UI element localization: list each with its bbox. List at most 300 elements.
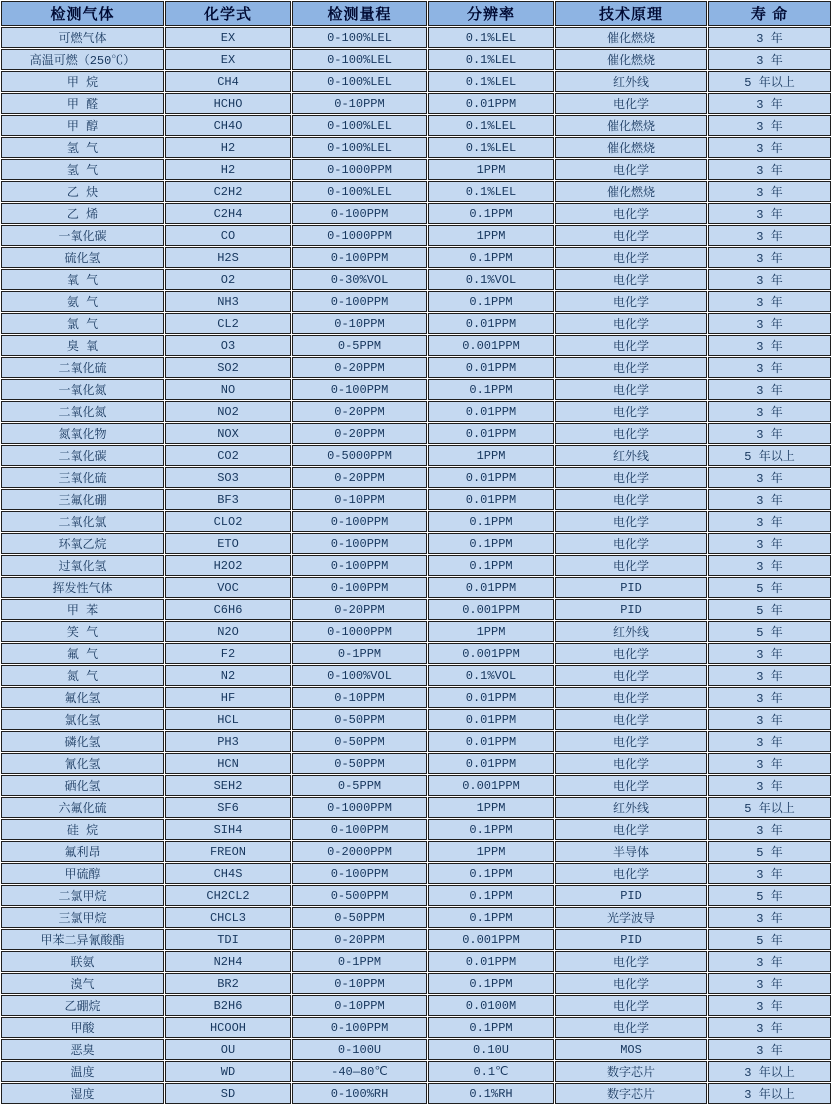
formula-cell: CL2 [165, 313, 291, 334]
principle-cell: 电化学 [555, 335, 707, 356]
range-cell: 0-5PPM [292, 775, 427, 796]
gas-name-cell: 氰化氢 [1, 753, 164, 774]
principle-cell: 电化学 [555, 225, 707, 246]
table-row [1, 137, 831, 158]
lifespan-cell: 3 年 [708, 1017, 831, 1038]
gas-name-cell: 氢 气 [1, 137, 164, 158]
table-row [1, 401, 831, 422]
formula-cell: TDI [165, 929, 291, 950]
resolution-cell: 0.1%LEL [428, 115, 554, 136]
lifespan-cell: 3 年 [708, 973, 831, 994]
column-header-formula: 化学式 [165, 1, 291, 26]
formula-cell: H2S [165, 247, 291, 268]
principle-cell: 半导体 [555, 841, 707, 862]
gas-name-cell: 联氨 [1, 951, 164, 972]
resolution-cell: 1PPM [428, 797, 554, 818]
lifespan-cell: 3 年 [708, 247, 831, 268]
range-cell: 0-100PPM [292, 203, 427, 224]
gas-name-cell: 乙硼烷 [1, 995, 164, 1016]
resolution-cell: 0.1PPM [428, 203, 554, 224]
lifespan-cell: 5 年以上 [708, 71, 831, 92]
lifespan-cell: 3 年 [708, 379, 831, 400]
principle-cell: 数字芯片 [555, 1061, 707, 1082]
table-row [1, 357, 831, 378]
lifespan-cell: 3 年 [708, 951, 831, 972]
range-cell: 0-1PPM [292, 951, 427, 972]
column-header-gas: 检测气体 [1, 1, 164, 26]
lifespan-cell: 3 年 [708, 709, 831, 730]
principle-cell: 电化学 [555, 687, 707, 708]
table-row [1, 995, 831, 1016]
table-row [1, 665, 831, 686]
resolution-cell: 1PPM [428, 621, 554, 642]
lifespan-cell: 3 年 [708, 423, 831, 444]
range-cell: 0-1000PPM [292, 159, 427, 180]
formula-cell: SO3 [165, 467, 291, 488]
resolution-cell: 1PPM [428, 445, 554, 466]
gas-name-cell: 二氯甲烷 [1, 885, 164, 906]
formula-cell: HCN [165, 753, 291, 774]
gas-name-cell: 三氯甲烷 [1, 907, 164, 928]
gas-name-cell: 二氧化硫 [1, 357, 164, 378]
principle-cell: 电化学 [555, 401, 707, 422]
gas-name-cell: 温度 [1, 1061, 164, 1082]
range-cell: 0-20PPM [292, 423, 427, 444]
principle-cell: 红外线 [555, 621, 707, 642]
range-cell: 0-50PPM [292, 709, 427, 730]
lifespan-cell: 3 年 [708, 555, 831, 576]
gas-name-cell: 二氧化氯 [1, 511, 164, 532]
range-cell: 0-100%LEL [292, 71, 427, 92]
gas-name-cell: 乙 烯 [1, 203, 164, 224]
gas-name-cell: 六氟化硫 [1, 797, 164, 818]
lifespan-cell: 3 年 [708, 533, 831, 554]
resolution-cell: 0.1%LEL [428, 137, 554, 158]
principle-cell: 电化学 [555, 291, 707, 312]
range-cell: 0-20PPM [292, 357, 427, 378]
lifespan-cell: 5 年 [708, 577, 831, 598]
lifespan-cell: 3 年 [708, 181, 831, 202]
resolution-cell: 0.01PPM [428, 687, 554, 708]
resolution-cell: 0.1PPM [428, 291, 554, 312]
table-row [1, 181, 831, 202]
gas-name-cell: 甲 醇 [1, 115, 164, 136]
range-cell: 0-100PPM [292, 533, 427, 554]
lifespan-cell: 3 年 [708, 907, 831, 928]
gas-name-cell: 臭 氧 [1, 335, 164, 356]
formula-cell: NO [165, 379, 291, 400]
table-row [1, 599, 831, 620]
table-row [1, 93, 831, 114]
principle-cell: 红外线 [555, 71, 707, 92]
range-cell: 0-30%VOL [292, 269, 427, 290]
formula-cell: FREON [165, 841, 291, 862]
gas-name-cell: 恶臭 [1, 1039, 164, 1060]
formula-cell: B2H6 [165, 995, 291, 1016]
lifespan-cell: 5 年 [708, 885, 831, 906]
resolution-cell: 0.01PPM [428, 709, 554, 730]
resolution-cell: 0.01PPM [428, 313, 554, 334]
principle-cell: 电化学 [555, 863, 707, 884]
formula-cell: N2H4 [165, 951, 291, 972]
principle-cell: 电化学 [555, 731, 707, 752]
formula-cell: H2 [165, 137, 291, 158]
resolution-cell: 0.1%VOL [428, 269, 554, 290]
formula-cell: C6H6 [165, 599, 291, 620]
formula-cell: O2 [165, 269, 291, 290]
resolution-cell: 0.01PPM [428, 423, 554, 444]
gas-name-cell: 甲 醛 [1, 93, 164, 114]
lifespan-cell: 3 年 [708, 665, 831, 686]
formula-cell: NH3 [165, 291, 291, 312]
range-cell: 0-20PPM [292, 467, 427, 488]
gas-name-cell: 挥发性气体 [1, 577, 164, 598]
range-cell: 0-20PPM [292, 401, 427, 422]
gas-name-cell: 湿度 [1, 1083, 164, 1104]
resolution-cell: 0.1PPM [428, 555, 554, 576]
lifespan-cell: 3 年 [708, 687, 831, 708]
gas-name-cell: 氟利昂 [1, 841, 164, 862]
resolution-cell: 0.1%LEL [428, 71, 554, 92]
lifespan-cell: 5 年以上 [708, 797, 831, 818]
formula-cell: N2 [165, 665, 291, 686]
table-row [1, 863, 831, 884]
formula-cell: ETO [165, 533, 291, 554]
lifespan-cell: 3 年 [708, 489, 831, 510]
lifespan-cell: 3 年 [708, 291, 831, 312]
resolution-cell: 0.1PPM [428, 1017, 554, 1038]
principle-cell: PID [555, 929, 707, 950]
lifespan-cell: 3 年 [708, 819, 831, 840]
gas-name-cell: 二氧化氮 [1, 401, 164, 422]
table-row [1, 929, 831, 950]
resolution-cell: 0.01PPM [428, 401, 554, 422]
resolution-cell: 0.01PPM [428, 731, 554, 752]
principle-cell: 电化学 [555, 533, 707, 554]
column-header-resolution: 分辨率 [428, 1, 554, 26]
range-cell: 0-100U [292, 1039, 427, 1060]
formula-cell: CLO2 [165, 511, 291, 532]
principle-cell: 数字芯片 [555, 1083, 707, 1104]
table-row [1, 489, 831, 510]
range-cell: 0-100%LEL [292, 115, 427, 136]
principle-cell: PID [555, 577, 707, 598]
principle-cell: 电化学 [555, 511, 707, 532]
range-cell: 0-100PPM [292, 291, 427, 312]
lifespan-cell: 3 年以上 [708, 1083, 831, 1104]
table-row [1, 335, 831, 356]
formula-cell: EX [165, 27, 291, 48]
formula-cell: F2 [165, 643, 291, 664]
gas-name-cell: 过氧化氢 [1, 555, 164, 576]
range-cell: 0-2000PPM [292, 841, 427, 862]
formula-cell: CO2 [165, 445, 291, 466]
column-header-range: 检测量程 [292, 1, 427, 26]
range-cell: 0-100PPM [292, 511, 427, 532]
table-row [1, 687, 831, 708]
range-cell: 0-100%VOL [292, 665, 427, 686]
principle-cell: 电化学 [555, 819, 707, 840]
range-cell: 0-50PPM [292, 753, 427, 774]
resolution-cell: 0.1%RH [428, 1083, 554, 1104]
gas-name-cell: 硅 烷 [1, 819, 164, 840]
resolution-cell: 1PPM [428, 841, 554, 862]
table-row [1, 731, 831, 752]
lifespan-cell: 3 年 [708, 775, 831, 796]
principle-cell: 电化学 [555, 313, 707, 334]
resolution-cell: 0.01PPM [428, 951, 554, 972]
resolution-cell: 0.01PPM [428, 467, 554, 488]
range-cell: 0-5PPM [292, 335, 427, 356]
range-cell: 0-500PPM [292, 885, 427, 906]
table-body [1, 27, 831, 1104]
table-row [1, 71, 831, 92]
range-cell: 0-100PPM [292, 555, 427, 576]
lifespan-cell: 3 年 [708, 115, 831, 136]
gas-name-cell: 三氟化硼 [1, 489, 164, 510]
gas-name-cell: 甲 烷 [1, 71, 164, 92]
formula-cell: CH2CL2 [165, 885, 291, 906]
gas-name-cell: 溴气 [1, 973, 164, 994]
lifespan-cell: 3 年 [708, 335, 831, 356]
gas-name-cell: 氟 气 [1, 643, 164, 664]
lifespan-cell: 5 年 [708, 841, 831, 862]
formula-cell: HCL [165, 709, 291, 730]
gas-name-cell: 一氧化氮 [1, 379, 164, 400]
lifespan-cell: 3 年 [708, 93, 831, 114]
gas-name-cell: 笑 气 [1, 621, 164, 642]
principle-cell: 电化学 [555, 423, 707, 444]
principle-cell: 电化学 [555, 775, 707, 796]
principle-cell: PID [555, 599, 707, 620]
range-cell: 0-5000PPM [292, 445, 427, 466]
formula-cell: EX [165, 49, 291, 70]
range-cell: 0-10PPM [292, 93, 427, 114]
range-cell: -40—80℃ [292, 1061, 427, 1082]
lifespan-cell: 3 年 [708, 643, 831, 664]
resolution-cell: 0.01PPM [428, 357, 554, 378]
range-cell: 0-1000PPM [292, 225, 427, 246]
lifespan-cell: 3 年 [708, 49, 831, 70]
gas-name-cell: 二氧化碳 [1, 445, 164, 466]
principle-cell: 电化学 [555, 467, 707, 488]
table-row [1, 533, 831, 554]
range-cell: 0-100%LEL [292, 181, 427, 202]
gas-name-cell: 氯化氢 [1, 709, 164, 730]
table-row [1, 555, 831, 576]
lifespan-cell: 3 年 [708, 511, 831, 532]
formula-cell: O3 [165, 335, 291, 356]
resolution-cell: 0.001PPM [428, 335, 554, 356]
formula-cell: H2O2 [165, 555, 291, 576]
principle-cell: 电化学 [555, 379, 707, 400]
gas-name-cell: 氮氧化物 [1, 423, 164, 444]
table-row [1, 1061, 831, 1082]
gas-name-cell: 氨 气 [1, 291, 164, 312]
lifespan-cell: 3 年 [708, 467, 831, 488]
gas-name-cell: 甲硫醇 [1, 863, 164, 884]
range-cell: 0-1000PPM [292, 621, 427, 642]
formula-cell: SO2 [165, 357, 291, 378]
resolution-cell: 0.01PPM [428, 489, 554, 510]
range-cell: 0-100PPM [292, 863, 427, 884]
table-row [1, 291, 831, 312]
principle-cell: PID [555, 885, 707, 906]
table-row [1, 885, 831, 906]
resolution-cell: 0.001PPM [428, 643, 554, 664]
gas-name-cell: 氯 气 [1, 313, 164, 334]
resolution-cell: 0.1%LEL [428, 181, 554, 202]
principle-cell: 电化学 [555, 489, 707, 510]
range-cell: 0-100%LEL [292, 49, 427, 70]
resolution-cell: 0.1PPM [428, 885, 554, 906]
gas-name-cell: 三氧化硫 [1, 467, 164, 488]
formula-cell: HCHO [165, 93, 291, 114]
lifespan-cell: 5 年以上 [708, 445, 831, 466]
principle-cell: 电化学 [555, 93, 707, 114]
principle-cell: 电化学 [555, 203, 707, 224]
formula-cell: SEH2 [165, 775, 291, 796]
lifespan-cell: 3 年 [708, 137, 831, 158]
column-header-lifespan: 寿 命 [708, 1, 831, 26]
resolution-cell: 0.1PPM [428, 247, 554, 268]
resolution-cell: 0.1PPM [428, 511, 554, 532]
principle-cell: 催化燃烧 [555, 49, 707, 70]
gas-name-cell: 氮 气 [1, 665, 164, 686]
principle-cell: 催化燃烧 [555, 137, 707, 158]
range-cell: 0-100PPM [292, 379, 427, 400]
formula-cell: SD [165, 1083, 291, 1104]
principle-cell: 电化学 [555, 753, 707, 774]
formula-cell: OU [165, 1039, 291, 1060]
principle-cell: 电化学 [555, 643, 707, 664]
resolution-cell: 0.001PPM [428, 775, 554, 796]
range-cell: 0-100%LEL [292, 137, 427, 158]
table-row [1, 819, 831, 840]
gas-name-cell: 氟化氢 [1, 687, 164, 708]
table-row [1, 951, 831, 972]
formula-cell: SIH4 [165, 819, 291, 840]
resolution-cell: 1PPM [428, 225, 554, 246]
resolution-cell: 0.001PPM [428, 929, 554, 950]
lifespan-cell: 3 年 [708, 863, 831, 884]
lifespan-cell: 3 年 [708, 27, 831, 48]
resolution-cell: 0.1PPM [428, 819, 554, 840]
formula-cell: C2H2 [165, 181, 291, 202]
range-cell: 0-100PPM [292, 1017, 427, 1038]
resolution-cell: 0.1℃ [428, 1061, 554, 1082]
principle-cell: 电化学 [555, 951, 707, 972]
lifespan-cell: 3 年 [708, 357, 831, 378]
formula-cell: CO [165, 225, 291, 246]
range-cell: 0-10PPM [292, 973, 427, 994]
range-cell: 0-10PPM [292, 687, 427, 708]
formula-cell: CH4S [165, 863, 291, 884]
gas-name-cell: 一氧化碳 [1, 225, 164, 246]
principle-cell: 电化学 [555, 995, 707, 1016]
range-cell: 0-100%LEL [292, 27, 427, 48]
resolution-cell: 0.0100M [428, 995, 554, 1016]
principle-cell: 光学波导 [555, 907, 707, 928]
range-cell: 0-10PPM [292, 995, 427, 1016]
range-cell: 0-50PPM [292, 907, 427, 928]
table-row [1, 313, 831, 334]
formula-cell: HF [165, 687, 291, 708]
table-row [1, 621, 831, 642]
range-cell: 0-10PPM [292, 313, 427, 334]
principle-cell: 电化学 [555, 159, 707, 180]
resolution-cell: 0.1%VOL [428, 665, 554, 686]
table-row [1, 577, 831, 598]
table-row [1, 203, 831, 224]
gas-name-cell: 甲苯二异氰酸酯 [1, 929, 164, 950]
table-row [1, 115, 831, 136]
principle-cell: 催化燃烧 [555, 181, 707, 202]
header-row [1, 1, 831, 26]
range-cell: 0-50PPM [292, 731, 427, 752]
table-row [1, 1017, 831, 1038]
formula-cell: C2H4 [165, 203, 291, 224]
gas-name-cell: 氢 气 [1, 159, 164, 180]
lifespan-cell: 3 年 [708, 401, 831, 422]
formula-cell: CHCL3 [165, 907, 291, 928]
resolution-cell: 1PPM [428, 159, 554, 180]
table-row [1, 423, 831, 444]
resolution-cell: 0.1PPM [428, 973, 554, 994]
table-row [1, 1083, 831, 1104]
gas-name-cell: 可燃气体 [1, 27, 164, 48]
table-row [1, 797, 831, 818]
table-row [1, 27, 831, 48]
range-cell: 0-100%RH [292, 1083, 427, 1104]
formula-cell: CH4O [165, 115, 291, 136]
principle-cell: 催化燃烧 [555, 27, 707, 48]
range-cell: 0-20PPM [292, 599, 427, 620]
range-cell: 0-1PPM [292, 643, 427, 664]
table-row [1, 775, 831, 796]
principle-cell: 红外线 [555, 445, 707, 466]
formula-cell: H2 [165, 159, 291, 180]
lifespan-cell: 3 年 [708, 1039, 831, 1060]
formula-cell: BF3 [165, 489, 291, 510]
lifespan-cell: 5 年 [708, 599, 831, 620]
formula-cell: NO2 [165, 401, 291, 422]
principle-cell: 电化学 [555, 269, 707, 290]
table-row [1, 973, 831, 994]
range-cell: 0-10PPM [292, 489, 427, 510]
formula-cell: BR2 [165, 973, 291, 994]
resolution-cell: 0.001PPM [428, 599, 554, 620]
range-cell: 0-100PPM [292, 577, 427, 598]
principle-cell: MOS [555, 1039, 707, 1060]
gas-name-cell: 甲酸 [1, 1017, 164, 1038]
table-row [1, 907, 831, 928]
resolution-cell: 0.01PPM [428, 577, 554, 598]
lifespan-cell: 3 年 [708, 753, 831, 774]
range-cell: 0-100PPM [292, 247, 427, 268]
gas-name-cell: 甲 苯 [1, 599, 164, 620]
principle-cell: 电化学 [555, 247, 707, 268]
table-row [1, 511, 831, 532]
gas-name-cell: 硫化氢 [1, 247, 164, 268]
resolution-cell: 0.01PPM [428, 93, 554, 114]
formula-cell: PH3 [165, 731, 291, 752]
principle-cell: 电化学 [555, 555, 707, 576]
range-cell: 0-100PPM [292, 819, 427, 840]
resolution-cell: 0.1PPM [428, 907, 554, 928]
formula-cell: NOX [165, 423, 291, 444]
lifespan-cell: 3 年 [708, 995, 831, 1016]
